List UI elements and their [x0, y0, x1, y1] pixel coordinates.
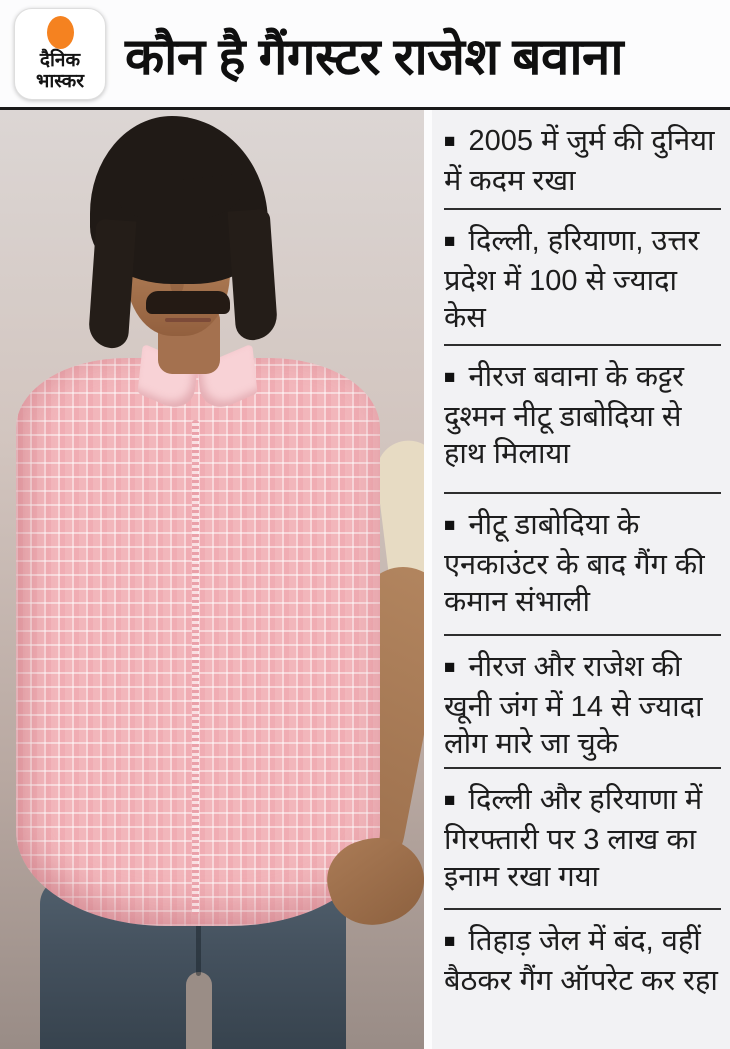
fact-text: 2005 में जुर्म की दुनिया में कदम रखा — [444, 125, 715, 197]
bullet-square-icon: ■ — [444, 515, 456, 536]
fact-item-3 — [444, 346, 721, 494]
fact-item-7 — [444, 910, 721, 1046]
suspect-hair-side-right — [228, 209, 279, 342]
rising-sun-icon — [47, 16, 74, 49]
fact-text: नीरज बवाना के कट्टर दुश्मन नीटू डाबोदिया से हाथ मिलाया — [444, 361, 685, 470]
fact-text: दिल्ली और हरियाणा में गिरफ्तारी पर 3 लाख का इनाम रखा गया — [444, 784, 703, 893]
header-bar — [0, 0, 730, 110]
fact-text: नीटू डाबोदिया के एनकाउंटर के बाद गैंग की कमान संभाली — [444, 509, 705, 618]
suspect-mustache — [146, 291, 230, 314]
bullet-square-icon: ■ — [444, 790, 456, 811]
bullet-square-icon: ■ — [444, 657, 456, 678]
fact-item-5 — [444, 636, 721, 769]
fact-item-1 — [444, 110, 721, 210]
logo-text-line2: भास्कर — [35, 71, 85, 92]
bullet-square-icon: ■ — [444, 131, 456, 152]
bullet-square-icon: ■ — [444, 231, 456, 252]
page-title: कौन है गैंगस्टर राजेश बवाना — [125, 27, 624, 85]
fact-item-2 — [444, 210, 721, 346]
logo-text-line1: दैनिक — [39, 50, 81, 71]
fact-text: तिहाड़ जेल में बंद, वहीं बैठकर गैंग ऑपरेट कर रहा — [444, 925, 718, 997]
suspect-photo — [0, 110, 424, 1049]
dainik-bhaskar-logo — [14, 8, 106, 100]
shirt-button-placket — [192, 420, 199, 915]
bullet-square-icon: ■ — [444, 931, 456, 952]
facts-panel — [424, 110, 730, 1049]
suspect-hair-side-left — [88, 219, 137, 349]
fact-text: दिल्ली, हरियाणा, उत्तर प्रदेश में 100 से ज्यादा केस — [444, 225, 700, 334]
bullet-square-icon: ■ — [444, 367, 456, 388]
fact-text: नीरज और राजेश की खूनी जंग में 14 से ज्यादा लोग मारे जा चुके — [444, 651, 703, 760]
suspect-mouth — [165, 318, 211, 322]
jeans-leg-gap — [186, 972, 212, 1049]
fact-item-6 — [444, 769, 721, 910]
fact-item-4 — [444, 494, 721, 636]
